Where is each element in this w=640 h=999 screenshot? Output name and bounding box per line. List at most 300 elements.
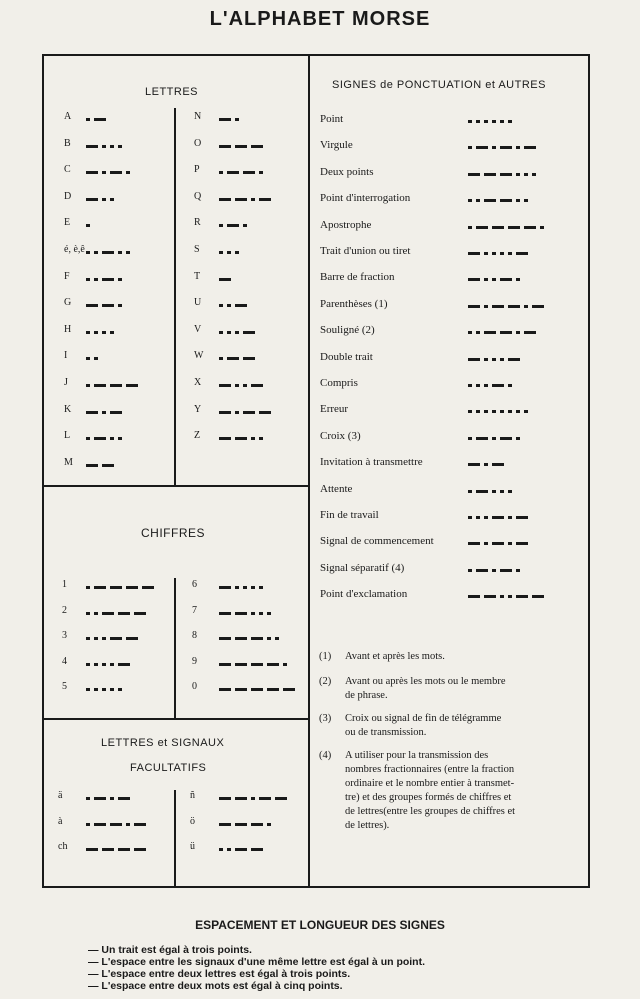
morse-dash: [110, 171, 122, 174]
morse-dot: [492, 569, 496, 572]
morse-dot: [516, 199, 520, 202]
morse-dot: [484, 305, 488, 308]
morse-dash: [492, 463, 504, 466]
morse-dot: [94, 663, 98, 666]
morse-dot: [102, 688, 106, 691]
morse-dash: [110, 384, 122, 387]
morse-label: Z: [194, 430, 201, 442]
morse-code: [219, 688, 295, 691]
morse-dot: [492, 437, 496, 440]
morse-dot: [102, 145, 106, 148]
morse-dot: [102, 171, 106, 174]
morse-label: Q: [194, 190, 202, 202]
morse-dot: [492, 410, 496, 413]
morse-label: J: [64, 377, 68, 388]
morse-code: [219, 384, 263, 387]
morse-dash: [219, 411, 231, 414]
morse-dash: [126, 384, 138, 387]
morse-dot: [227, 304, 231, 307]
morse-label: Point: [320, 113, 344, 125]
morse-dash: [102, 848, 114, 851]
morse-dash: [492, 226, 504, 229]
morse-dot: [468, 226, 472, 229]
morse-dot: [476, 516, 480, 519]
morse-dot: [235, 331, 239, 334]
morse-dot: [235, 384, 239, 387]
morse-dash: [468, 358, 480, 361]
morse-code: [86, 278, 122, 281]
morse-label: K: [64, 403, 72, 415]
morse-label: D: [64, 190, 72, 202]
morse-dot: [235, 411, 239, 414]
morse-dot: [251, 797, 255, 800]
morse-dash: [524, 226, 536, 229]
morse-dot: [219, 251, 223, 254]
morse-label: Trait d'union ou tiret: [320, 245, 411, 257]
morse-code: [86, 251, 130, 254]
morse-dash: [235, 848, 247, 851]
morse-dot: [86, 612, 90, 615]
morse-dash: [524, 331, 536, 334]
morse-dash: [500, 173, 512, 176]
morse-dash: [235, 304, 247, 307]
morse-dot: [484, 516, 488, 519]
morse-dash: [110, 586, 122, 589]
morse-dot: [468, 146, 472, 149]
morse-dot: [94, 251, 98, 254]
morse-dash: [532, 595, 544, 598]
morse-dash: [219, 145, 231, 148]
morse-dash: [476, 437, 488, 440]
morse-dot: [126, 823, 130, 826]
morse-label: F: [64, 270, 70, 282]
morse-label: Souligné (2): [320, 324, 375, 337]
morse-dash: [94, 797, 106, 800]
morse-dash: [243, 357, 255, 360]
morse-label: ñ: [190, 790, 195, 801]
morse-dash: [86, 171, 98, 174]
morse-dot: [94, 688, 98, 691]
morse-label: R: [194, 217, 201, 229]
morse-dot: [251, 198, 255, 201]
morse-dash: [275, 797, 287, 800]
morse-dot: [102, 198, 106, 201]
morse-dash: [102, 464, 114, 467]
morse-dash: [492, 384, 504, 387]
morse-dash: [508, 358, 520, 361]
morse-label: Virgule: [320, 139, 353, 152]
morse-dot: [102, 663, 106, 666]
morse-dash: [516, 595, 528, 598]
morse-dot: [508, 542, 512, 545]
morse-dash: [508, 305, 520, 308]
morse-dot: [267, 823, 271, 826]
morse-dot: [118, 688, 122, 691]
morse-label: à: [58, 815, 63, 827]
morse-code: [86, 145, 122, 148]
morse-dash: [524, 146, 536, 149]
morse-dot: [492, 120, 496, 123]
morse-dash: [86, 145, 98, 148]
morse-dot: [110, 145, 114, 148]
morse-code: [219, 171, 263, 174]
morse-dot: [102, 411, 106, 414]
morse-code: [86, 224, 90, 227]
morse-label: B: [64, 137, 71, 149]
morse-dash: [476, 569, 488, 572]
morse-dash: [86, 411, 98, 414]
morse-dot: [118, 278, 122, 281]
morse-code: [219, 848, 263, 851]
morse-dot: [259, 437, 263, 440]
morse-dash: [476, 226, 488, 229]
morse-dot: [540, 226, 544, 229]
morse-dot: [500, 358, 504, 361]
morse-dot: [524, 173, 528, 176]
morse-dot: [227, 331, 231, 334]
morse-dot: [500, 252, 504, 255]
morse-code: [468, 173, 536, 176]
morse-code: [468, 463, 504, 466]
morse-code: [468, 199, 528, 202]
morse-dot: [492, 358, 496, 361]
morse-dot: [86, 357, 90, 360]
morse-dot: [492, 146, 496, 149]
morse-label: Invitation à transmettre: [320, 456, 423, 469]
morse-dot: [259, 612, 263, 615]
spacing-rule: — L'espace entre les signaux d'une même lettre est égal à un point.: [88, 956, 426, 968]
morse-code: [86, 437, 122, 440]
morse-dash: [110, 411, 122, 414]
morse-label: Signal de commencement: [320, 535, 434, 548]
morse-dot: [516, 569, 520, 572]
morse-dot: [118, 304, 122, 307]
morse-label: 9: [192, 655, 197, 667]
morse-dot: [86, 688, 90, 691]
morse-dash: [243, 171, 255, 174]
morse-code: [468, 305, 544, 308]
morse-code: [219, 637, 279, 640]
morse-dash: [500, 569, 512, 572]
morse-label: ö: [190, 815, 195, 827]
morse-dot: [492, 278, 496, 281]
morse-dash: [142, 586, 154, 589]
morse-dot: [468, 410, 472, 413]
morse-label: Fin de travail: [320, 509, 379, 521]
morse-code: [468, 569, 520, 572]
morse-dash: [259, 797, 271, 800]
divider-digits-columns: [174, 578, 176, 718]
morse-dot: [508, 490, 512, 493]
morse-dash: [468, 595, 480, 598]
morse-dot: [118, 437, 122, 440]
morse-code: [86, 304, 122, 307]
morse-dot: [86, 278, 90, 281]
morse-dash: [500, 199, 512, 202]
morse-code: [219, 411, 271, 414]
morse-label: 7: [192, 604, 197, 616]
morse-dash: [243, 411, 255, 414]
morse-dot: [468, 516, 472, 519]
morse-dot: [86, 437, 90, 440]
morse-label: Y: [194, 403, 202, 415]
morse-code: [219, 612, 271, 615]
morse-dot: [468, 199, 472, 202]
morse-label: M: [64, 456, 73, 468]
divider-horizontal-letters: [42, 485, 310, 487]
morse-dash: [500, 331, 512, 334]
spacing-rules: [88, 944, 425, 992]
morse-dot: [508, 120, 512, 123]
morse-dot: [476, 384, 480, 387]
morse-dot: [219, 304, 223, 307]
morse-dot: [86, 823, 90, 826]
morse-dash: [134, 823, 146, 826]
morse-code: [468, 278, 520, 281]
morse-code: [219, 663, 287, 666]
morse-dot: [86, 586, 90, 589]
morse-dash: [251, 637, 263, 640]
morse-dot: [516, 437, 520, 440]
morse-dot: [110, 437, 114, 440]
morse-code: [468, 490, 512, 493]
morse-dash: [267, 663, 279, 666]
morse-dot: [110, 663, 114, 666]
footnote-number: (3): [319, 713, 332, 724]
morse-dot: [468, 331, 472, 334]
morse-label: Point d'interrogation: [320, 192, 411, 205]
morse-label: Point d'exclamation: [320, 588, 408, 601]
morse-dash: [468, 173, 480, 176]
morse-dot: [227, 848, 231, 851]
morse-dot: [484, 410, 488, 413]
morse-dot: [508, 384, 512, 387]
spacing-rule: — L'espace entre deux mots est égal à cinq points.: [88, 980, 343, 992]
morse-dot: [251, 586, 255, 589]
morse-dash: [468, 305, 480, 308]
morse-dot: [219, 357, 223, 360]
morse-dot: [259, 586, 263, 589]
morse-dash: [516, 542, 528, 545]
morse-dot: [219, 171, 223, 174]
morse-label: Parenthèses (1): [320, 297, 388, 310]
morse-dot: [235, 118, 239, 121]
morse-dot: [86, 251, 90, 254]
morse-dot: [476, 199, 480, 202]
morse-label: V: [194, 323, 202, 335]
morse-label: E: [64, 217, 71, 229]
morse-dash: [86, 304, 98, 307]
morse-code: [219, 357, 255, 360]
morse-code: [86, 637, 138, 640]
section-facultatifs-2: FACULTATIFS: [130, 762, 207, 774]
morse-dash: [484, 331, 496, 334]
morse-dot: [102, 331, 106, 334]
morse-code: [86, 823, 146, 826]
morse-label: N: [194, 111, 202, 122]
morse-code: [86, 118, 106, 121]
morse-dash: [86, 464, 98, 467]
morse-label: P: [194, 164, 200, 176]
morse-dash: [500, 146, 512, 149]
morse-code: [86, 797, 130, 800]
morse-label: é, è,ê: [64, 244, 85, 255]
morse-code: [86, 688, 122, 691]
morse-label: Deux points: [320, 165, 374, 178]
morse-dash: [126, 586, 138, 589]
morse-dot: [516, 331, 520, 334]
morse-dash: [243, 331, 255, 334]
morse-dash: [251, 663, 263, 666]
section-chiffres: CHIFFRES: [141, 526, 205, 540]
morse-dash: [110, 637, 122, 640]
morse-dot: [86, 118, 90, 121]
morse-code: [219, 823, 271, 826]
morse-dash: [219, 663, 231, 666]
morse-code: [219, 224, 247, 227]
morse-dash: [86, 848, 98, 851]
morse-dot: [126, 171, 130, 174]
morse-code: [219, 118, 239, 121]
morse-dot: [110, 688, 114, 691]
morse-dash: [484, 199, 496, 202]
morse-dash: [102, 304, 114, 307]
divider-vertical-main: [308, 54, 310, 888]
morse-dash: [94, 384, 106, 387]
morse-dot: [110, 198, 114, 201]
morse-dot: [508, 516, 512, 519]
morse-dash: [508, 226, 520, 229]
morse-dot: [94, 357, 98, 360]
morse-dash: [468, 463, 480, 466]
morse-dot: [500, 490, 504, 493]
morse-dot: [86, 637, 90, 640]
morse-label: Erreur: [320, 403, 349, 416]
morse-dot: [484, 384, 488, 387]
morse-dash: [134, 848, 146, 851]
morse-dash: [235, 437, 247, 440]
morse-dash: [94, 586, 106, 589]
morse-dot: [484, 542, 488, 545]
morse-dash: [476, 490, 488, 493]
morse-dash: [476, 146, 488, 149]
morse-code: [86, 384, 138, 387]
morse-dash: [102, 278, 114, 281]
morse-label: S: [194, 244, 200, 255]
morse-dot: [94, 637, 98, 640]
morse-code: [86, 612, 146, 615]
morse-dash: [219, 637, 231, 640]
morse-code: [468, 516, 528, 519]
morse-label: O: [194, 137, 202, 149]
section-ponctuation: SIGNES de PONCTUATION et AUTRES: [332, 79, 546, 91]
morse-dot: [508, 252, 512, 255]
divider-horizontal-digits: [42, 718, 310, 720]
morse-dash: [516, 516, 528, 519]
morse-label: T: [194, 270, 201, 282]
morse-dot: [243, 224, 247, 227]
morse-code: [86, 464, 114, 467]
morse-code: [468, 542, 528, 545]
morse-dot: [476, 410, 480, 413]
morse-dot: [468, 569, 472, 572]
morse-dash: [134, 612, 146, 615]
divider-optional-columns: [174, 790, 176, 888]
morse-dash: [251, 823, 263, 826]
morse-dot: [484, 252, 488, 255]
morse-dash: [468, 278, 480, 281]
morse-dot: [219, 224, 223, 227]
morse-dot: [259, 171, 263, 174]
morse-dash: [500, 278, 512, 281]
morse-dash: [102, 251, 114, 254]
morse-dash: [251, 384, 263, 387]
morse-dash: [532, 305, 544, 308]
footnote-text: Croix ou signal de fin de télégramme ou de transmission.: [345, 713, 502, 738]
morse-code: [86, 848, 146, 851]
morse-dash: [235, 637, 247, 640]
morse-dot: [86, 224, 90, 227]
morse-dot: [484, 120, 488, 123]
morse-label: Barre de fraction: [320, 271, 395, 284]
morse-dash: [118, 612, 130, 615]
morse-dot: [492, 490, 496, 493]
footnote-text: Avant ou après les mots ou le membre de phrase.: [345, 676, 506, 701]
morse-dash: [219, 823, 231, 826]
morse-dot: [524, 199, 528, 202]
morse-label: A: [64, 111, 72, 122]
morse-code: [86, 198, 114, 201]
morse-dot: [219, 331, 223, 334]
morse-code: [219, 251, 239, 254]
morse-code: [219, 437, 263, 440]
page-title: L'ALPHABET MORSE: [209, 8, 431, 30]
morse-label: ä: [58, 790, 63, 801]
morse-dash: [283, 688, 295, 691]
morse-label: Signal séparatif (4): [320, 561, 405, 574]
morse-dot: [516, 146, 520, 149]
morse-dot: [500, 410, 504, 413]
footnote-text: Avant et après les mots.: [345, 651, 445, 662]
morse-label: G: [64, 297, 72, 309]
spacing-title: ESPACEMENT ET LONGUEUR DES SIGNES: [195, 918, 445, 932]
morse-dot: [516, 410, 520, 413]
morse-code: [219, 586, 263, 589]
morse-dot: [86, 331, 90, 334]
morse-code: [468, 437, 520, 440]
morse-dot: [94, 612, 98, 615]
morse-label: W: [194, 350, 204, 362]
morse-dash: [468, 252, 480, 255]
morse-dot: [251, 437, 255, 440]
morse-label: C: [64, 164, 71, 176]
morse-dot: [243, 586, 247, 589]
morse-dash: [219, 797, 231, 800]
morse-label: 2: [62, 604, 67, 616]
morse-dash: [94, 823, 106, 826]
morse-label: I: [64, 350, 68, 362]
morse-dash: [492, 516, 504, 519]
morse-code: [86, 663, 130, 666]
divider-letters-columns: [174, 108, 176, 485]
morse-label: L: [64, 430, 71, 442]
morse-dash: [484, 595, 496, 598]
morse-dot: [476, 120, 480, 123]
morse-dash: [259, 411, 271, 414]
morse-code: [468, 384, 512, 387]
morse-dot: [476, 331, 480, 334]
morse-dot: [508, 410, 512, 413]
